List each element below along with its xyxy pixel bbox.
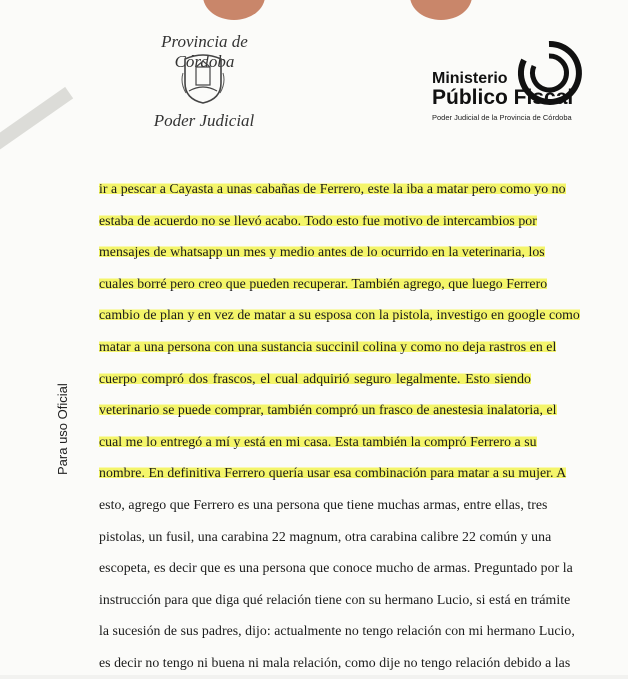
province-title: Provincia de Córdoba (161, 32, 248, 71)
highlighted-text-line (99, 426, 537, 458)
line-text: instrucción para que diga qué relación tiene con su hermano Lucio, si está en trámite (99, 591, 571, 607)
line-text: pistolas, un fusil, una carabina 22 magnum, otra carabina calibre 22 común y una (99, 528, 552, 544)
document-body (99, 173, 580, 679)
provincial-seal-icon (180, 53, 226, 105)
ministry-tagline: Poder Judicial de la Provincia de Córdoba (432, 113, 572, 122)
line-text: estaba de acuerdo no se llevó acabo. Todo esto fue motivo de intercambios por (99, 212, 537, 228)
highlighted-text-line (99, 331, 557, 363)
ministry-name-line2: Público Fiscal (432, 86, 574, 109)
highlighted-text-line (99, 299, 580, 331)
text-line (99, 552, 573, 584)
line-text: cambio de plan y en vez de matar a su esposa con la pistola, investigo en google como (99, 307, 580, 323)
photo-fragment-left (203, 0, 265, 20)
photo-fragment-right (410, 0, 472, 20)
line-text: escopeta, es decir que es una persona que conoce mucho de armas. Preguntado por la (99, 560, 573, 576)
line-text: veterinario se puede comprar, también compró un frasco de anestesia inalatoria, el (99, 402, 557, 418)
official-use-stamp: Para uso Oficial (55, 383, 70, 475)
line-text: es decir no tengo ni buena ni mala relación, como dije no tengo relación debido a las (99, 654, 571, 670)
ministry-name-line1: Ministerio (432, 70, 508, 87)
line-text: cuerpo compró dos frascos, el cual adquirió seguro legalmente. Esto siendo (99, 370, 531, 386)
line-text: cual me lo entregó a mí y está en mi casa. Esta también la compró Ferrero a su (99, 433, 537, 449)
line-text: cuales borré pero creo que pueden recuperar. También agrego, que luego Ferrero (99, 275, 548, 291)
highlighted-text-line (99, 457, 567, 489)
line-text: ir a pescar a Cayasta a unas cabañas de Ferrero, este la iba a matar pero como yo no (99, 181, 566, 196)
highlighted-text-line (99, 173, 566, 205)
text-line (99, 584, 571, 616)
text-line (99, 521, 552, 553)
line-text: matar a una persona con una sustancia succinil colina y como no deja rastros en el (99, 338, 557, 354)
highlighted-text-line (99, 236, 545, 268)
text-line (99, 647, 571, 679)
highlighted-text-line (99, 363, 531, 395)
highlighted-text-line (99, 205, 537, 237)
line-text: mensajes de whatsapp un mes y medio antes de lo ocurrido en la veterinaria, los (99, 244, 545, 260)
highlighted-text-line (99, 268, 548, 300)
text-line (99, 615, 575, 647)
line-text: esto, agrego que Ferrero es una persona que tiene muchas armas, entre ellas, tres (99, 496, 548, 512)
line-text: nombre. En definitiva Ferrero quería usar esa combinación para matar a su mujer. A (99, 465, 567, 481)
paper-fold-shadow (0, 87, 73, 167)
judicial-branch-label: Poder Judicial (153, 111, 255, 130)
line-text: la sucesión de sus padres, dijo: actualmente no tengo relación con mi hermano Lucio, (99, 623, 575, 639)
highlighted-text-line (99, 394, 557, 426)
text-line (99, 489, 548, 521)
